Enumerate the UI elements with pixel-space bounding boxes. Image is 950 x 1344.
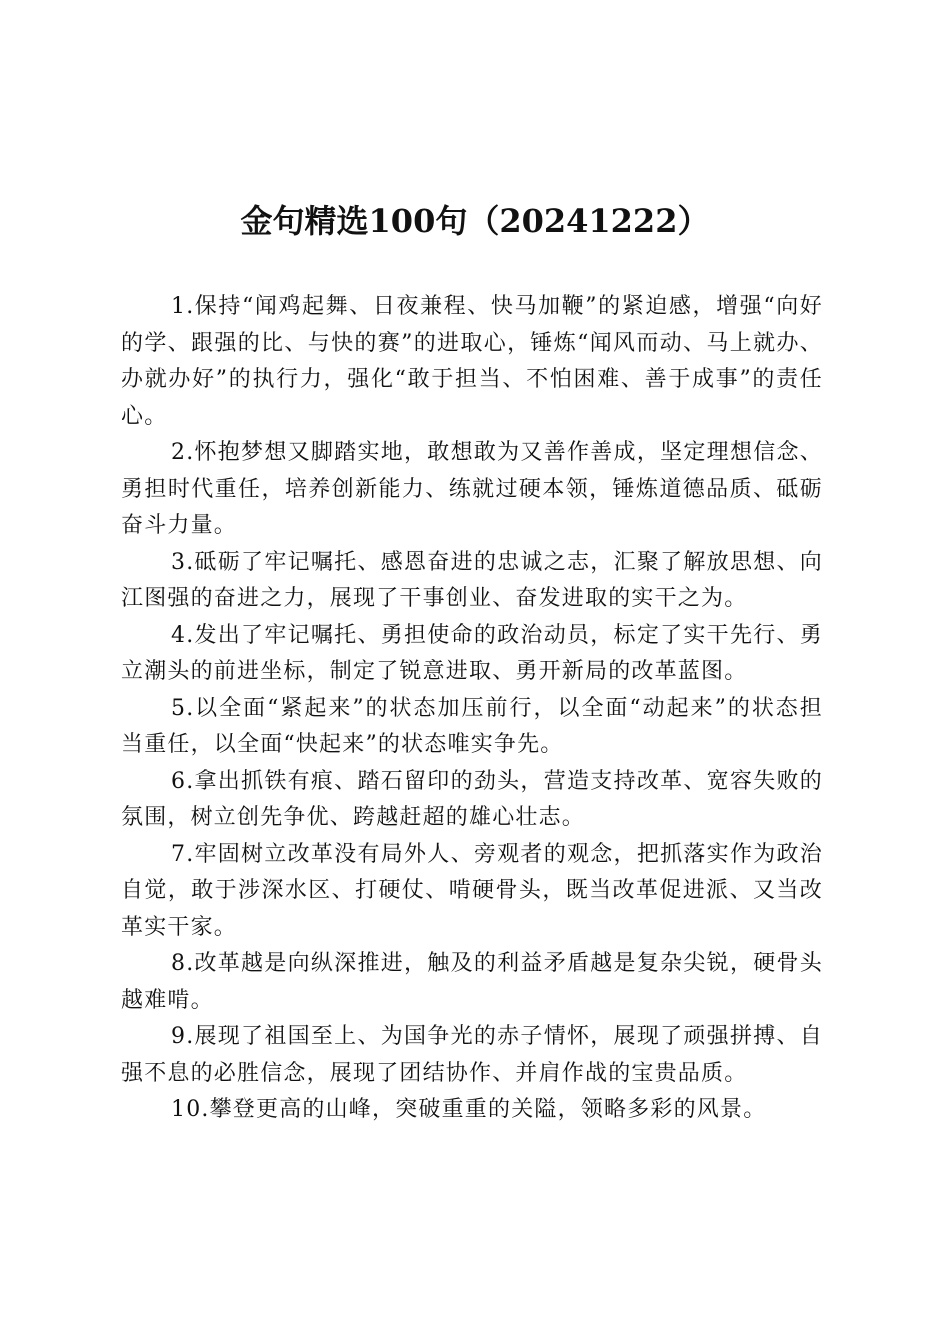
quote-paragraph-7: 7.牢固树立改革没有局外人、旁观者的观念，把抓落实作为政治自觉，敢于涉深水区、打硬仗、啃硬骨头，既当改革促进派、又当改革实干家。 <box>121 841 823 940</box>
quote-paragraph-4: 4.发出了牢记嘱托、勇担使命的政治动员，标定了实干先行、勇立潮头的前进坐标，制定了锐意进取、勇开新局的改革蓝图。 <box>121 622 823 684</box>
document-body <box>121 289 823 1129</box>
quote-paragraph-9: 9.展现了祖国至上、为国争光的赤子情怀，展现了顽强拼搏、自强不息的必胜信念，展现了团结协作、并肩作战的宝贵品质。 <box>121 1024 823 1086</box>
quote-paragraph-5: 5.以全面“紧起来”的状态加压前行，以全面“动起来”的状态担当重任，以全面“快起来”的状态唯实争先。 <box>121 695 823 757</box>
quote-paragraph-2: 2.怀抱梦想又脚踏实地，敢想敢为又善作善成，坚定理想信念、勇担时代重任，培养创新能力、练就过硬本领，锤炼道德品质、砥砺奋斗力量。 <box>121 440 823 538</box>
quote-paragraph-10: 10.攀登更高的山峰，突破重重的关隘，领略多彩的风景。 <box>171 1097 767 1122</box>
quote-paragraph-3: 3.砥砺了牢记嘱托、感恩奋进的忠诚之志，汇聚了解放思想、向江图强的奋进之力，展现了干事创业、奋发进取的实干之为。 <box>121 549 823 611</box>
quote-paragraph-1: 1.保持“闻鸡起舞、日夜兼程、快马加鞭”的紧迫感，增强“向好的学、跟强的比、与快的赛”的进取心，锤炼“闻风而动、马上就办、办就办好”的执行力，强化“敢于担当、不怕困难、善于成事”的责任心。 <box>121 294 823 429</box>
quote-paragraph-8: 8.改革越是向纵深推进，触及的利益矛盾越是复杂尖锐，硬骨头越难啃。 <box>121 951 823 1013</box>
document-title: 金句精选100句（20241222） <box>240 202 710 240</box>
quote-paragraph-6: 6.拿出抓铁有痕、踏石留印的劲头，营造支持改革、宽容失败的氛围，树立创先争优、跨越赶超的雄心壮志。 <box>121 768 823 830</box>
